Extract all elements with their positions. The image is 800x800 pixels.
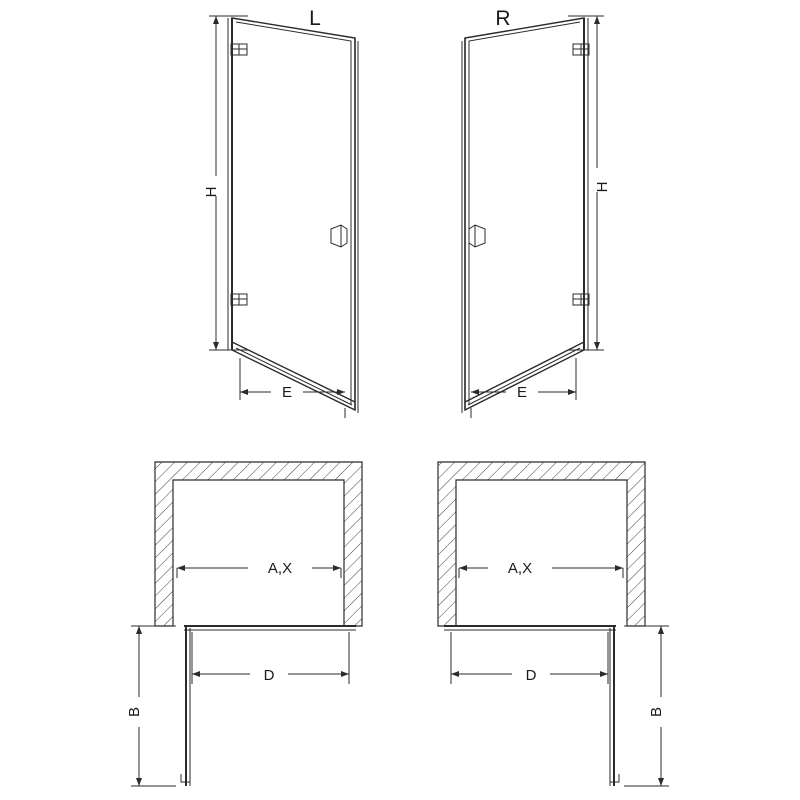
dim-label-e-left: E: [281, 384, 293, 401]
bottom-rail-left: [232, 342, 355, 402]
wall-hatched-right: [438, 462, 645, 626]
dim-label-b-right: B: [648, 706, 665, 718]
wall-hatched-left: [155, 462, 362, 626]
hinge-upper-right: [573, 44, 589, 55]
dim-label-b-left: B: [126, 706, 143, 718]
dim-label-h-left: H: [203, 186, 220, 198]
hinge-upper-left: [231, 44, 247, 55]
glass-inner-edge-right: [469, 22, 580, 404]
door-handle-right: [469, 225, 485, 247]
dim-label-ax-right: A,X: [507, 560, 533, 577]
hinge-lower-left: [231, 294, 247, 305]
plan-right-view: [438, 462, 669, 786]
dim-label-ax-left: A,X: [267, 560, 293, 577]
elevation-left-view: [209, 16, 358, 418]
bottom-rail-inner-left: [236, 348, 352, 405]
door-handle-left: [331, 225, 347, 247]
dim-label-d-left: D: [263, 667, 275, 684]
label-left-variant: L: [309, 7, 321, 30]
dim-label-h-right: H: [594, 181, 611, 193]
elevation-right-view: [462, 16, 604, 418]
dim-label-d-right: D: [525, 667, 537, 684]
dim-label-e-right: E: [516, 384, 528, 401]
label-right-variant: R: [495, 7, 511, 30]
hinge-lower-right: [573, 294, 589, 305]
glass-inner-edge-left: [236, 22, 351, 404]
plan-left-view: [131, 462, 362, 786]
